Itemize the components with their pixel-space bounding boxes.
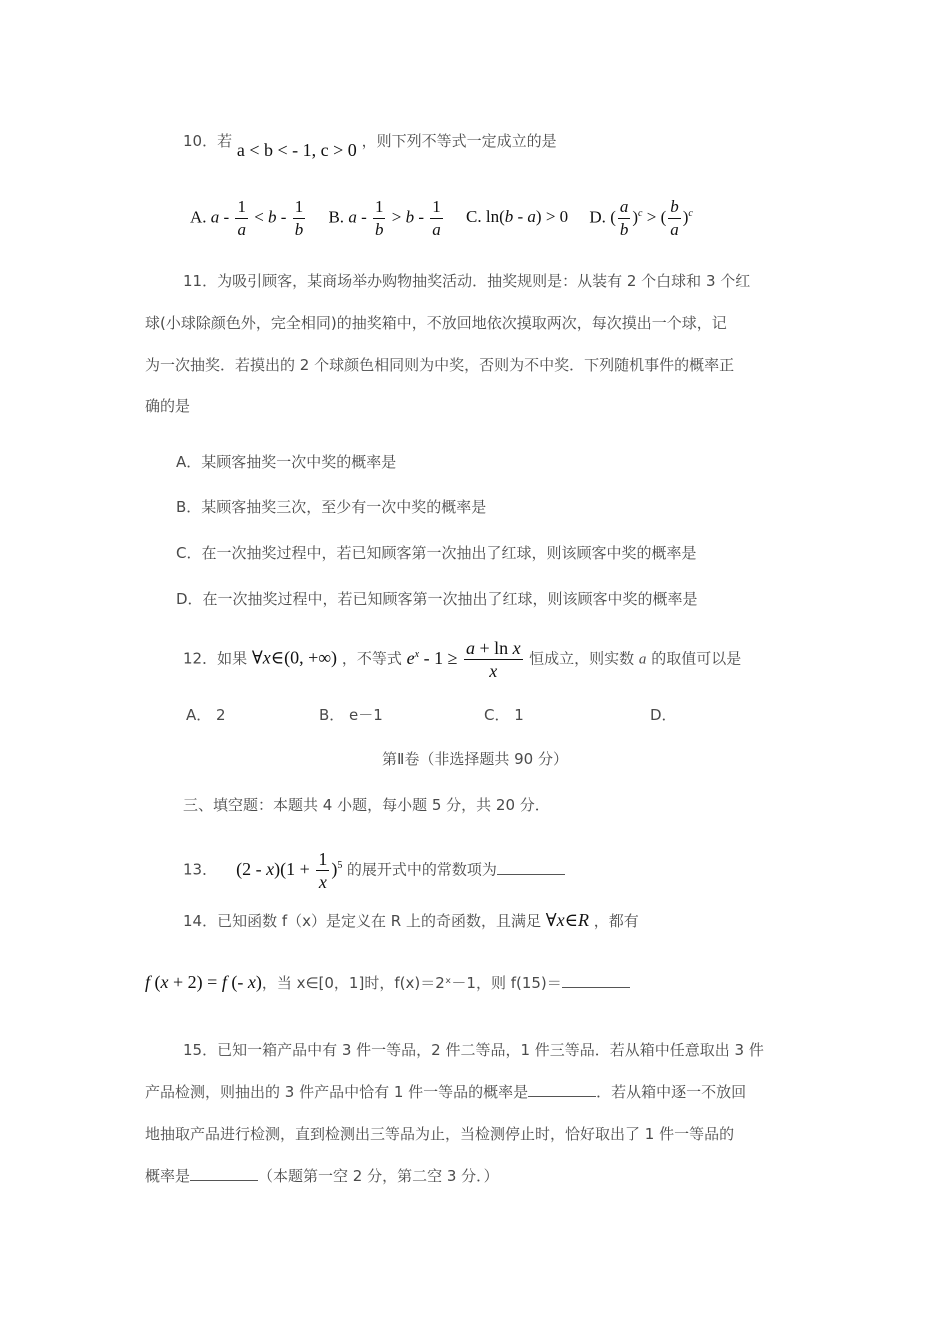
q12-option-c: C． 1 xyxy=(484,706,524,724)
q10-option-a: A. a - $\frac{1}{a}$ < b - $\frac{1}{b}$ xyxy=(190,197,304,239)
q14-line-2 xyxy=(145,972,630,993)
q10-tail: ，则下列不等式一定成立的是 xyxy=(361,132,557,150)
q14-blank[interactable] xyxy=(562,973,630,988)
q14-line1: 14．已知函数 f（x）是定义在 R 上的奇函数，且满足 xyxy=(183,912,541,930)
q11-line-4: 确的是 xyxy=(145,397,191,415)
q13-stem xyxy=(183,848,565,893)
q11-option-c: C．在一次抽奖过程中，若已知顾客第一次抽出了红球，则该顾客中奖的概率是 xyxy=(176,544,697,562)
q13-tail: 的展开式中的常数项为 xyxy=(346,860,497,879)
section-title: 第Ⅱ卷（非选择题共 90 分） xyxy=(381,750,568,768)
q11-line-2: 球(小球除颜色外，完全相同)的抽奖箱中，不放回地依次摸取两次，每次摸出一个球，记 xyxy=(145,314,727,332)
q14-forall: ∀x∈R xyxy=(545,910,589,930)
q10-option-b: B. a - $\frac{1}{b}$ > b - $\frac{1}{a}$ xyxy=(328,197,441,239)
q11-option-d: D．在一次抽奖过程中，若已知顾客第一次抽出了红球，则该顾客中奖的概率是 xyxy=(176,590,698,608)
q11-line-3: 为一次抽奖．若摸出的 2 个球颜色相同则为中奖，否则为不中奖．下列随机事件的概率正 xyxy=(145,356,735,374)
q11-option-a: A．某顾客抽奖一次中奖的概率是 xyxy=(176,453,397,471)
q12-tail: 恒成立，则实数 xyxy=(529,649,635,668)
q15-line-3: 地抽取产品进行检测，直到检测出三等品为止，当检测停止时，恰好取出了 1 件一等品的 xyxy=(145,1125,735,1143)
q13-blank[interactable] xyxy=(497,860,565,875)
q10-condition: a < b < - 1, c > 0 xyxy=(236,140,357,160)
q13-label: 13． xyxy=(183,860,218,879)
q12-label: 12．如果 xyxy=(183,649,248,668)
q12-inequality: $e^x - 1$ ≥ $\frac{\text{a + ln x}}{x}$ xyxy=(406,638,521,681)
q12-stem xyxy=(183,637,741,682)
q10-label: 10．若 xyxy=(183,132,233,150)
q10-option-d: D. ( $\frac{a}{b}$ )$^c$ > ( $\frac{b}{a}$ )$^c$ xyxy=(589,197,693,239)
q13-expression: (2 - x)(1 + $\frac{1}{x}$ )$^5$ xyxy=(236,849,343,892)
q14-equation: f (x + 2) = f (- x) xyxy=(145,972,262,992)
q14-line-1 xyxy=(183,910,639,931)
q12-option-b: B． e－1 xyxy=(319,706,383,724)
q15-blank-1[interactable] xyxy=(528,1082,596,1097)
q10-options xyxy=(190,196,693,241)
q15-blank-2[interactable] xyxy=(190,1166,258,1181)
q12-var: a xyxy=(638,651,647,668)
q15-line-1: 15．已知一箱产品中有 3 件一等品，2 件二等品，1 件三等品．若从箱中任意取出 3 件 xyxy=(183,1041,764,1059)
q10-stem xyxy=(183,130,557,160)
q12-option-a: A． 2 xyxy=(186,706,226,724)
q14-line2: ，当 x∈[0，1]时，f(x)＝2ˣ－1，则 f(15)＝ xyxy=(261,974,562,992)
q12-option-d: D． xyxy=(650,706,677,724)
fill-heading: 三、填空题：本题共 4 小题，每小题 5 分，共 20 分． xyxy=(183,796,550,814)
q14-line1-tail: ，都有 xyxy=(593,912,639,930)
q12-mid: ，不等式 xyxy=(341,649,402,668)
q10-option-c: C. ln(b - a) > 0 xyxy=(466,207,569,227)
q11-option-b: B．某顾客抽奖三次，至少有一次中奖的概率是 xyxy=(176,498,487,516)
q12-domain: ∀x∈(0, +∞) xyxy=(251,647,338,668)
q15-line-4: 概率是 （本题第一空 2 分，第二空 3 分．） xyxy=(145,1167,499,1185)
q15-line-2: 产品检测，则抽出的 3 件产品中恰有 1 件一等品的概率是 ．若从箱中逐一不放回 xyxy=(145,1083,747,1101)
q11-line-1: 11．为吸引顾客，某商场举办购物抽奖活动．抽奖规则是：从装有 2 个白球和 3 个红 xyxy=(183,272,751,290)
q12-tail2: 的取值可以是 xyxy=(651,649,742,668)
